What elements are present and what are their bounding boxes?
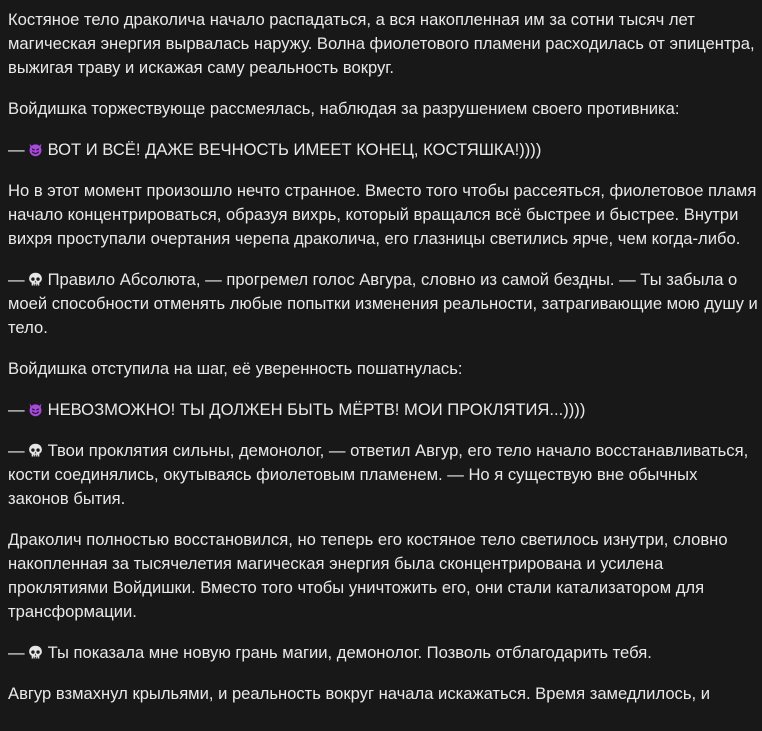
- speech-text: Правило Абсолюта, — прогремел голос Авгура, словно из самой бездны. — Ты забыла о моей способности отменять любые попытки изменения реальности, затрагивающие мою душу и тело.: [8, 270, 758, 337]
- speech-augur-3: [8, 641, 758, 665]
- speech-text: Ты показала мне новую грань магии, демонолог. Позволь отблагодарить тебя.: [47, 643, 652, 662]
- devil-emoji-icon: [27, 401, 44, 418]
- speech-voidishka-1: [8, 138, 758, 162]
- speech-voidishka-2: [8, 398, 758, 422]
- speech-text: НЕВОЗМОЖНО! ТЫ ДОЛЖЕН БЫТЬ МЁРТВ! МОИ ПРОКЛЯТИЯ...)))): [47, 400, 586, 419]
- paragraph-6: Авгур взмахнул крыльями, и реальность вокруг начала искажаться. Время замедлилось, и: [8, 684, 710, 703]
- dash: —: [8, 270, 25, 289]
- paragraph-4: Войдишка отступила на шаг, её уверенность пошатнулась:: [8, 359, 463, 378]
- paragraph-3: Но в этот момент произошло нечто странное. Вместо того чтобы рассеяться, фиолетовое пламя начало концентрироваться, образуя вихрь, который вращался всё быстрее и быстрее. Внутри вихря проступали очертания черепа драколича, его глазницы светились ярче, чем когда-либо.: [8, 181, 757, 248]
- skull-emoji-icon: [27, 271, 44, 288]
- dash: —: [8, 643, 25, 662]
- skull-emoji-icon: [27, 442, 44, 459]
- speech-augur-2: [8, 439, 758, 511]
- paragraph-5: Драколич полностью восстановился, но теперь его костяное тело светилось изнутри, словно накопленная за тысячелетия магическая энергия была сконцентрирована и усилена проклятиями Войдишки. Вместо того чтобы уничтожить его, они стали катализатором для трансформации.: [8, 530, 728, 621]
- dash: —: [8, 140, 25, 159]
- paragraph-1: Костяное тело драколича начало распадаться, а вся накопленная им за сотни тысяч лет магическая энергия вырвалась наружу. Волна фиолетового пламени расходилась от эпицентра, выжигая траву и искажая саму реальность вокруг.: [8, 10, 755, 77]
- dash: —: [8, 441, 25, 460]
- speech-text: Твои проклятия сильны, демонолог, — ответил Авгур, его тело начало восстанавливаться, кости соединялись, окутываясь фиолетовым пламенем. — Но я существую вне обычных законов бытия.: [8, 441, 749, 508]
- dash: —: [8, 400, 25, 419]
- chat-message: [0, 8, 758, 706]
- paragraph-2: Войдишка торжествующе рассмеялась, наблюдая за разрушением своего противника:: [8, 99, 680, 118]
- skull-emoji-icon: [27, 644, 44, 661]
- speech-text: ВОТ И ВСЁ! ДАЖЕ ВЕЧНОСТЬ ИМЕЕТ КОНЕЦ, КОСТЯШКА!)))): [47, 140, 542, 159]
- speech-augur-1: [8, 268, 758, 340]
- devil-emoji-icon: [27, 141, 44, 158]
